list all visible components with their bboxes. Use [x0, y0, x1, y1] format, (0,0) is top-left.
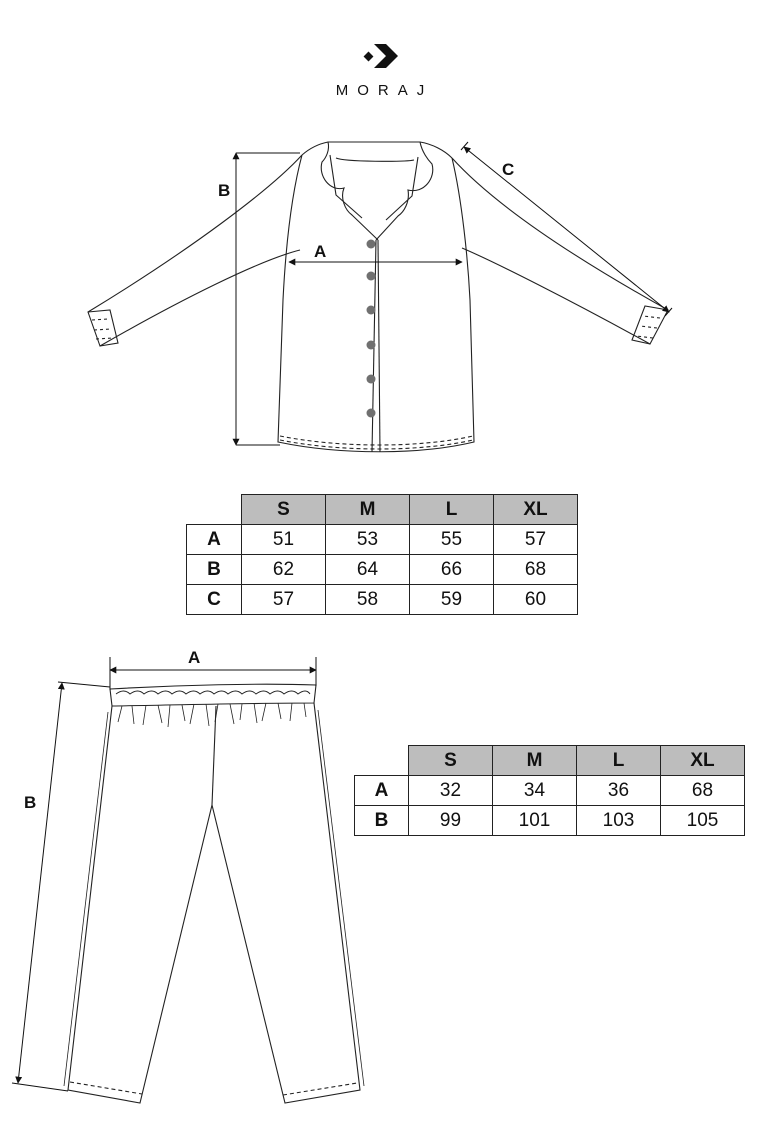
shirt-size-table: [186, 494, 578, 615]
row-label: A: [355, 776, 409, 806]
table-cell: 59: [410, 585, 494, 615]
shirt-measure-lines: [236, 142, 672, 445]
shirt-drawing: [88, 142, 668, 452]
table-cell: 32: [409, 776, 493, 806]
table-row: [355, 806, 745, 836]
size-header: XL: [494, 495, 578, 525]
size-header: S: [409, 746, 493, 776]
shirt-label-C: C: [502, 160, 515, 179]
size-header: L: [410, 495, 494, 525]
table-cell: 51: [242, 525, 326, 555]
shirt-label-B: B: [218, 181, 231, 200]
table-cell: 57: [242, 585, 326, 615]
pants-label-A: A: [188, 648, 201, 667]
table-header-row: [355, 746, 745, 776]
size-header: XL: [661, 746, 745, 776]
pants-measure-lines: [12, 657, 316, 1091]
table-header-row: [187, 495, 578, 525]
pants-drawing: [64, 684, 364, 1103]
row-label: B: [187, 555, 242, 585]
table-cell: 57: [494, 525, 578, 555]
table-cell: 36: [577, 776, 661, 806]
shirt-label-A: A: [314, 242, 327, 261]
table-cell: 55: [410, 525, 494, 555]
size-header: L: [577, 746, 661, 776]
size-header: M: [326, 495, 410, 525]
table-cell: 62: [242, 555, 326, 585]
table-cell: 68: [661, 776, 745, 806]
table-cell: 64: [326, 555, 410, 585]
table-row: [355, 776, 745, 806]
table-cell: 53: [326, 525, 410, 555]
table-cell: 58: [326, 585, 410, 615]
table-row: [187, 585, 578, 615]
table-cell: 101: [493, 806, 577, 836]
table-cell: 68: [494, 555, 578, 585]
size-header: S: [242, 495, 326, 525]
size-header: M: [493, 746, 577, 776]
row-label: A: [187, 525, 242, 555]
pants-size-table: [354, 745, 745, 836]
row-label: B: [355, 806, 409, 836]
table-cell: 103: [577, 806, 661, 836]
row-label: C: [187, 585, 242, 615]
brand-name: MORAJ: [335, 82, 434, 99]
table-cell: 60: [494, 585, 578, 615]
table-row: [187, 525, 578, 555]
table-cell: 66: [410, 555, 494, 585]
pants-label-B: B: [24, 793, 37, 812]
table-cell: 34: [493, 776, 577, 806]
table-cell: 105: [661, 806, 745, 836]
table-row: [187, 555, 578, 585]
table-cell: 99: [409, 806, 493, 836]
